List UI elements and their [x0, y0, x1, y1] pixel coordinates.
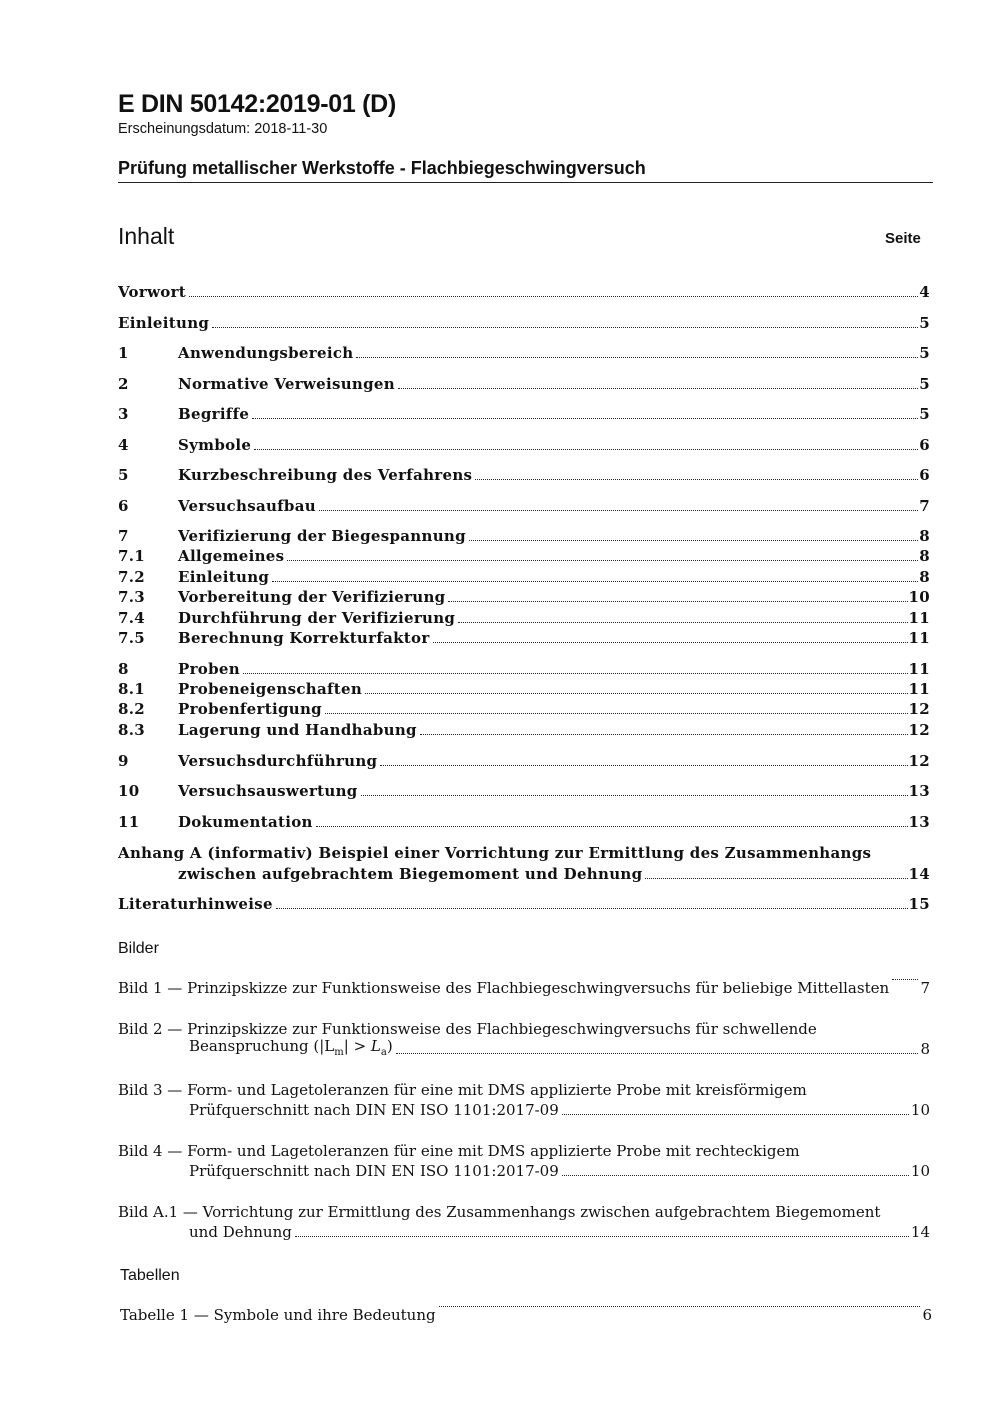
table-page: 6 [922, 1306, 932, 1324]
toc-leader-dots [254, 449, 918, 450]
toc-entry-page: 5 [919, 344, 930, 362]
toc-entry-title: Symbole [178, 436, 252, 454]
toc-entry-title: Berechnung Korrekturfaktor [178, 629, 430, 647]
toc-entry-page: 12 [908, 700, 930, 718]
toc-leader-dots [398, 388, 918, 389]
toc-entry-title: Anwendungsbereich [178, 344, 354, 362]
toc-entry[interactable] [118, 780, 930, 800]
toc-entry-number: 8.3 [118, 721, 145, 739]
figure-title-line1: Bild 4 — Form- und Lagetoleranzen für eine mit DMS applizierte Probe mit rechteckigem [118, 1142, 800, 1160]
toc-leader-dots [287, 560, 918, 561]
page-column-label: Seite [885, 230, 921, 247]
toc-entry-page: 6 [919, 436, 930, 454]
toc-entry-number: 3 [118, 405, 129, 423]
toc-leader-dots [276, 908, 908, 909]
toc-entry-number: 11 [118, 813, 140, 831]
toc-entry-number: 7.4 [118, 609, 145, 627]
toc-entry-page: 13 [908, 782, 930, 800]
toc-annex-entry[interactable] [118, 842, 930, 862]
toc-entry-page: 14 [908, 865, 930, 883]
toc-entry-title: Normative Verweisungen [178, 375, 395, 393]
toc-entry-number: 7.1 [118, 547, 145, 565]
toc-leader-dots [272, 581, 918, 582]
toc-entry-title: Kurzbeschreibung des Verfahrens [178, 466, 473, 484]
toc-entry-page: 10 [908, 588, 930, 606]
toc-entry-page: 7 [919, 497, 930, 515]
figure-title-line1: Bild 3 — Form- und Lagetoleranzen für eine mit DMS applizierte Probe mit kreisförmigem [118, 1081, 807, 1099]
toc-leader-dots [356, 357, 918, 358]
toc-entry-title: Proben [178, 660, 240, 678]
toc-entry-number: 7 [118, 527, 129, 545]
toc-entry-page: 4 [919, 283, 930, 301]
toc-entry[interactable] [118, 312, 930, 332]
tables-heading: Tabellen [120, 1267, 180, 1284]
figure-entry[interactable] [118, 1203, 930, 1241]
figure-title-line2: Beanspruchung $(|L_m| > L_a)$ [189, 1037, 393, 1058]
toc-entry[interactable] [118, 719, 930, 739]
toc-leader-dots [365, 693, 907, 694]
toc-leader-dots [433, 642, 908, 643]
toc-entry-title: Einleitung [178, 568, 270, 586]
toc-leader-dots [448, 601, 907, 602]
toc-entry-title: Literaturhinweise [118, 895, 273, 913]
toc-leader-dots [243, 673, 908, 674]
toc-entry-number: 8 [118, 660, 129, 678]
toc-entry-title: Begriffe [178, 405, 250, 423]
toc-entry-number: 7.2 [118, 568, 145, 586]
toc-entry[interactable] [118, 750, 930, 770]
toc-leader-dots [562, 1114, 909, 1115]
toc-entry[interactable] [118, 495, 930, 515]
toc-entry-title: Durchführung der Verifizierung [178, 609, 456, 627]
toc-entry-page: 5 [919, 405, 930, 423]
toc-entry-number: 7.5 [118, 629, 145, 647]
figure-entry[interactable] [118, 1081, 930, 1119]
toc-entry-page: 15 [908, 895, 930, 913]
toc-entry-page: 11 [908, 660, 930, 678]
figure-title: Bild 1 — Prinzipskizze zur Funktionsweise des Flachbiegeschwingversuchs für beliebige Mittellasten [118, 979, 890, 997]
toc-entry-page: 11 [908, 680, 930, 698]
toc-entry-page: 8 [919, 568, 930, 586]
toc-leader-dots [189, 296, 918, 297]
figure-page: 7 [920, 979, 930, 997]
toc-entry-page: 5 [919, 314, 930, 332]
toc-leader-dots [475, 479, 918, 480]
toc-entry-number: 5 [118, 466, 129, 484]
toc-leader-dots [319, 510, 918, 511]
toc-leader-dots [469, 540, 918, 541]
toc-entry-title: Dokumentation [178, 813, 313, 831]
toc-entry-title: Versuchsaufbau [178, 497, 316, 515]
toc-entry[interactable] [118, 893, 930, 913]
toc-entry-page: 8 [919, 547, 930, 565]
toc-entry-page: 11 [908, 609, 930, 627]
toc-leader-dots [212, 327, 918, 328]
toc-leader-dots [562, 1175, 909, 1176]
toc-entry-number: 1 [118, 344, 129, 362]
figure-title-line1: Bild 2 — Prinzipskizze zur Funktionsweise des Flachbiegeschwingversuchs für schwellende [118, 1020, 817, 1038]
toc-leader-dots [420, 734, 908, 735]
toc-entry-number: 10 [118, 782, 140, 800]
toc-entry[interactable] [118, 678, 930, 698]
figure-title-line2: Prüfquerschnitt nach DIN EN ISO 1101:2017-09 [189, 1162, 559, 1180]
table-title: Tabelle 1 — Symbole und ihre Bedeutung [120, 1306, 436, 1324]
toc-entry-title: Vorwort [118, 283, 187, 301]
toc-entry-page: 12 [908, 721, 930, 739]
table-entry[interactable] [120, 1306, 932, 1324]
figure-page: 10 [910, 1162, 930, 1180]
figure-title-line2: Prüfquerschnitt nach DIN EN ISO 1101:2017-09 [189, 1101, 559, 1119]
toc-entry-title: Versuchsauswertung [178, 782, 358, 800]
toc-entry[interactable] [118, 545, 930, 565]
toc-entry[interactable] [118, 627, 930, 647]
toc-entry[interactable] [118, 586, 930, 606]
toc-entry-title: Allgemeines [178, 547, 285, 565]
toc-entry[interactable] [118, 811, 930, 831]
figure-entry[interactable] [118, 979, 930, 997]
toc-entry-page: 11 [908, 629, 930, 647]
toc-entry[interactable] [118, 373, 930, 393]
toc-entry-page: 13 [908, 813, 930, 831]
toc-leader-dots [380, 765, 907, 766]
figure-entry[interactable] [118, 1142, 930, 1180]
toc-leader-dots [439, 1306, 921, 1307]
toc-leader-dots [396, 1053, 919, 1054]
toc-leader-dots [316, 826, 908, 827]
toc-annex-title-line1: Anhang A (informativ) Beispiel einer Vorrichtung zur Ermittlung des Zusammenhangs [118, 844, 872, 862]
toc-entry-page: 8 [919, 527, 930, 545]
toc-entry-number: 4 [118, 436, 129, 454]
toc-leader-dots [645, 878, 907, 879]
toc-heading: Inhalt [118, 223, 175, 249]
figure-title-line2: und Dehnung [189, 1223, 292, 1241]
toc-leader-dots [361, 795, 908, 796]
figure-page: 8 [920, 1040, 930, 1058]
toc-entry[interactable] [118, 566, 930, 586]
toc-entry-page: 5 [919, 375, 930, 393]
figure-page: 14 [910, 1223, 930, 1241]
toc-entry-number: 6 [118, 497, 129, 515]
figure-title-line1: Bild A.1 — Vorrichtung zur Ermittlung des Zusammenhangs zwischen aufgebrachtem Biegemoment [118, 1203, 881, 1221]
toc-entry[interactable] [118, 698, 930, 718]
toc-leader-dots [458, 622, 907, 623]
toc-entry-title: Probeneigenschaften [178, 680, 363, 698]
toc-entry-number: 8.1 [118, 680, 145, 698]
toc-entry-number: 8.2 [118, 700, 145, 718]
toc-entry-number: 2 [118, 375, 129, 393]
toc-entry-title: Verifizierung der Biegespannung [178, 527, 466, 545]
toc-leader-dots [252, 418, 918, 419]
toc-leader-dots [892, 979, 918, 980]
toc-entry-title: Lagerung und Handhabung [178, 721, 417, 739]
toc-entry-number: 7.3 [118, 588, 145, 606]
title-rule [118, 182, 933, 183]
toc-annex-title-line2: zwischen aufgebrachtem Biegemoment und Dehnung [178, 865, 643, 883]
toc-entry-number: 9 [118, 752, 129, 770]
toc-entry[interactable] [118, 281, 930, 301]
toc-entry[interactable] [118, 607, 930, 627]
toc-leader-dots [325, 713, 908, 714]
toc-entry-page: 12 [908, 752, 930, 770]
toc-entry-title: Vorbereitung der Verifizierung [178, 588, 446, 606]
toc-leader-dots [295, 1236, 909, 1237]
doc-id: E DIN 50142:2019-01 (D) [118, 90, 396, 118]
toc-entry-title: Probenfertigung [178, 700, 322, 718]
toc-entry[interactable] [118, 464, 930, 484]
toc-annex-entry-continued[interactable] [118, 863, 930, 883]
figure-page: 10 [910, 1101, 930, 1119]
toc-entry-title: Einleitung [118, 314, 210, 332]
toc-entry[interactable] [118, 403, 930, 423]
figure-entry[interactable] [118, 1020, 930, 1058]
publication-date: Erscheinungsdatum: 2018-11-30 [118, 121, 328, 137]
toc-entry[interactable] [118, 342, 930, 362]
toc-entry[interactable] [118, 434, 930, 454]
toc-entry-page: 6 [919, 466, 930, 484]
figures-heading: Bilder [118, 940, 159, 957]
document-title: Prüfung metallischer Werkstoffe - Flachbiegeschwingversuch [118, 158, 646, 178]
toc-entry-title: Versuchsdurchführung [178, 752, 378, 770]
toc-entry[interactable] [118, 525, 930, 545]
toc-entry[interactable] [118, 658, 930, 678]
